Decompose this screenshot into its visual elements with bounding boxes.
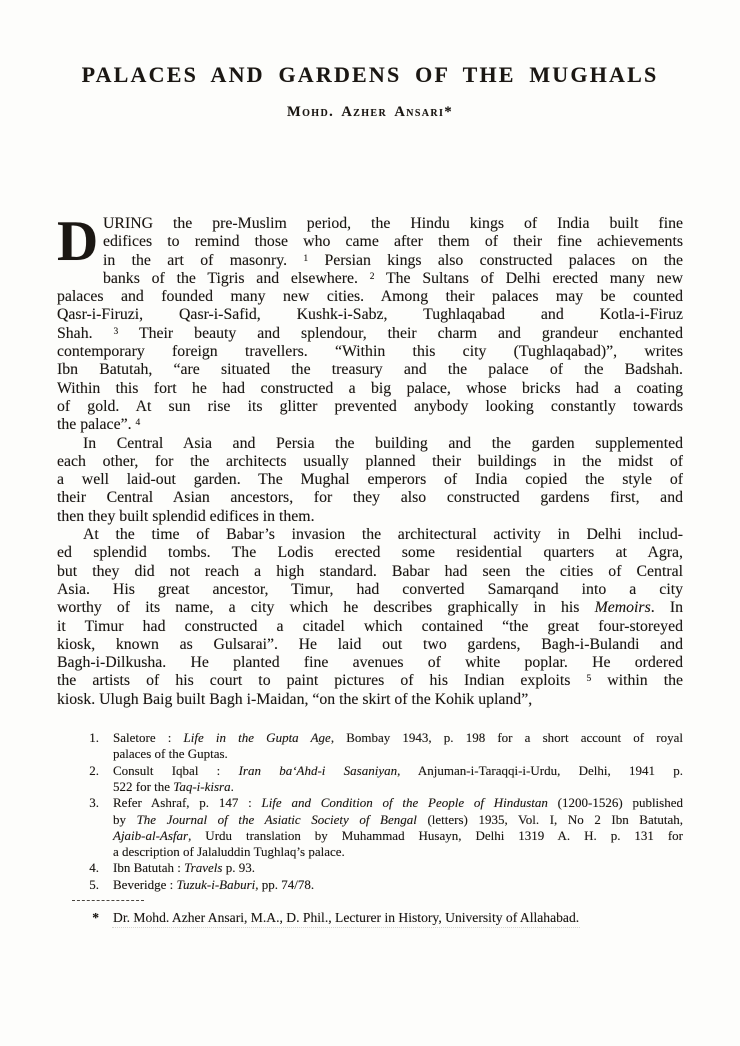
body-line <box>57 325 683 343</box>
footnote-item <box>57 860 683 876</box>
footnote-reference: 4 <box>135 418 141 429</box>
footnote-item <box>57 795 683 860</box>
body-line <box>57 453 683 471</box>
text-run: Persian kings also constructed palaces on the <box>308 251 683 269</box>
text-run: Shah. <box>57 324 114 342</box>
text-run: Qasr-i-Firuzi, Qasr-i-Safid, Kushk-i-Sabz, Tughlaqabad and Kotla-i-Firuz <box>57 306 683 324</box>
text-run: by <box>113 811 137 827</box>
italic-text: Tuzuk-i-Baburi <box>176 876 256 892</box>
text-run: Ibn Batutah : <box>113 860 185 876</box>
footnote-number: 1. <box>89 730 99 746</box>
body-line <box>57 672 683 690</box>
text-run: Refer Ashraf, p. 147 : <box>113 795 262 811</box>
text-run: , Bombay 1943, p. 198 for a short account of royal <box>330 730 683 746</box>
italic-text: Life and Condition of the People of Hindustan <box>261 795 548 811</box>
italic-text: Travels <box>184 860 223 876</box>
body-line <box>57 691 683 709</box>
text-run: kiosk, known as Gulsarai”. He laid out two gardens, Bagh-i-Bulandi and <box>57 635 683 653</box>
body-line <box>57 489 683 507</box>
text-run: a well laid-out garden. The Mughal emperors of India copied the style of <box>57 471 683 489</box>
body-line <box>57 233 683 251</box>
text-run: their Central Asian ancestors, for they also constructed gardens first, and <box>57 489 683 507</box>
text-run: it Timur had constructed a citadel which contained “the great four-storeyed <box>57 617 683 635</box>
body-line <box>57 288 683 306</box>
italic-text: Iran ba‘Ahd-i Sasaniyan <box>238 762 398 778</box>
text-run: The Sultans of Delhi erected many new <box>374 269 683 287</box>
footnote-line <box>113 828 683 844</box>
footnote-text <box>113 877 683 893</box>
body-line <box>57 435 683 453</box>
footnote-item <box>57 877 683 893</box>
text-run: URING the pre-Muslim period, the Hindu kings of India built fine <box>103 215 683 232</box>
footnote-item <box>57 730 683 763</box>
text-run: p. 93. <box>222 860 255 876</box>
body-line <box>57 343 683 361</box>
author-affiliation-note <box>57 909 683 926</box>
footnote-line <box>113 779 683 795</box>
footnote-text <box>113 730 683 763</box>
text-run: Beveridge : <box>113 876 177 892</box>
text-run: , pp. 74/78. <box>255 876 315 892</box>
text-run: palaces and founded many new cities. Among their palaces may be counted <box>57 288 683 306</box>
italic-text: Taq-i-kisra <box>173 778 231 794</box>
page-content <box>57 0 683 926</box>
text-run: worthy of its name, a city which he describes graphically in his <box>57 599 595 617</box>
text-run: (1200-1526) published <box>547 795 683 811</box>
text-run: . In <box>650 599 683 617</box>
text-run: of gold. At sun rise its glitter prevented anybody looking constantly towards <box>57 397 683 415</box>
text-run: palaces of the Guptas. <box>113 746 228 762</box>
text-run: ed splendid tombs. The Lodis erected some residential quarters at Agra, <box>57 544 683 562</box>
scan-artifact-line <box>112 927 580 928</box>
text-run: , Urdu translation by Muhammad Husayn, Delhi 1319 A. H. p. 131 for <box>188 827 683 843</box>
text-run: then they built splendid edifices in them. <box>57 507 315 525</box>
footnote-line <box>113 730 683 746</box>
text-run: each other, for the architects usually planned their buildings in the midst of <box>57 452 683 470</box>
text-run: . <box>230 778 234 794</box>
body-line <box>57 599 683 617</box>
footnote-reference: 1 <box>303 253 309 264</box>
footnote-number: 2. <box>89 762 99 778</box>
footnote-line <box>113 795 683 811</box>
footnote-number: 4. <box>89 860 99 876</box>
footnote-number: 5. <box>89 876 99 892</box>
footnote-text <box>113 763 683 796</box>
body-line <box>57 252 683 270</box>
text-run: (letters) 1935, Vol. I, No 2 Ibn Batutah, <box>416 811 683 827</box>
footnote-line <box>113 763 683 779</box>
text-run: kiosk. Ulugh Baig built Bagh i-Maidan, “on the skirt of the Kohik upland”, <box>57 690 533 708</box>
author-affiliation-text: Dr. Mohd. Azher Ansari, M.A., D. Phil., Lecturer in History, University of Allahabad. <box>113 909 580 925</box>
paragraph <box>57 526 683 709</box>
text-run: the palace”. <box>57 416 136 434</box>
text-run: banks of the Tigris and elsewhere. <box>103 269 370 287</box>
text-run: Bagh-i-Dilkusha. He planted fine avenues of white poplar. He ordered <box>57 654 683 672</box>
text-run: Asia. His great ancestor, Timur, had converted Samarqand into a city <box>57 580 683 598</box>
footnote-item <box>57 763 683 796</box>
body-line <box>57 508 683 526</box>
paragraph <box>57 435 683 526</box>
text-run: within the <box>591 672 683 690</box>
footnotes-section <box>57 730 683 893</box>
text-run: the artists of his court to paint pictures of his Indian exploits <box>57 672 587 690</box>
italic-text: The Journal of the Asiatic Society of Bengal <box>136 811 417 827</box>
text-run: edifices to remind those who came after them of their fine achievements <box>103 233 683 251</box>
footnote-line <box>113 812 683 828</box>
text-run: but they did not reach a high standard. Babar had seen the cities of Central <box>57 562 683 580</box>
body-line <box>57 215 683 233</box>
text-run: in the art of masonry. <box>103 251 304 269</box>
body-line <box>57 526 683 544</box>
italic-text: Life in the Gupta Age <box>183 730 331 746</box>
text-run: 522 for the <box>113 778 174 794</box>
footnote-text <box>113 860 683 876</box>
footnote-reference: 5 <box>586 674 592 685</box>
body-line <box>57 270 683 288</box>
body-line <box>57 581 683 599</box>
footnote-line <box>113 860 683 876</box>
body-line <box>57 306 683 324</box>
drop-cap: D <box>57 210 99 273</box>
footnote-line <box>113 877 683 893</box>
text-run: Saletore : <box>113 730 184 746</box>
asterisk-marker: * <box>92 909 99 925</box>
body-line <box>57 398 683 416</box>
footnote-reference: 3 <box>113 326 119 337</box>
footnote-text <box>113 795 683 860</box>
paragraph <box>57 210 683 435</box>
body-line <box>57 563 683 581</box>
text-run: Consult Iqbal : <box>113 762 239 778</box>
article-title: PALACES AND GARDENS OF THE MUGHALS <box>81 62 659 87</box>
body-line <box>57 380 683 398</box>
body-line <box>57 618 683 636</box>
footnote-line <box>113 844 683 860</box>
text-run: In Central Asia and Persia the building and the garden supplemented <box>83 434 683 452</box>
text-run: contemporary foreign travellers. “Within this city (Tughlaqabad)”, writes <box>57 343 683 361</box>
text-run: , Anjuman-i-Taraqqi-i-Urdu, Delhi, 1941 p. <box>397 762 683 778</box>
footnote-line <box>113 746 683 762</box>
article-body <box>57 210 683 709</box>
italic-text: Memoirs <box>594 599 651 617</box>
body-line <box>57 416 683 434</box>
text-run: Within this fort he had constructed a big palace, whose bricks had a coating <box>57 379 683 397</box>
body-line <box>57 654 683 672</box>
footnote-number: 3. <box>89 795 99 811</box>
article-author-byline: Mohd. Azher Ansari* <box>287 104 453 120</box>
text-run: Their beauty and splendour, their charm and grandeur enchanted <box>118 324 683 342</box>
footnote-reference: 2 <box>369 271 375 282</box>
italic-text: Ajaib-al-Asfar <box>113 827 189 843</box>
body-line <box>57 636 683 654</box>
footnote-separator-rule <box>72 900 144 901</box>
body-line <box>57 471 683 489</box>
body-line <box>57 361 683 379</box>
text-run: At the time of Babar’s invasion the architectural activity in Delhi includ- <box>83 526 683 544</box>
body-line <box>57 544 683 562</box>
text-run: Ibn Batutah, “are situated the treasury and the palace of the Badshah. <box>57 361 683 379</box>
text-run: a description of Jalaluddin Tughlaq’s palace. <box>113 844 345 860</box>
